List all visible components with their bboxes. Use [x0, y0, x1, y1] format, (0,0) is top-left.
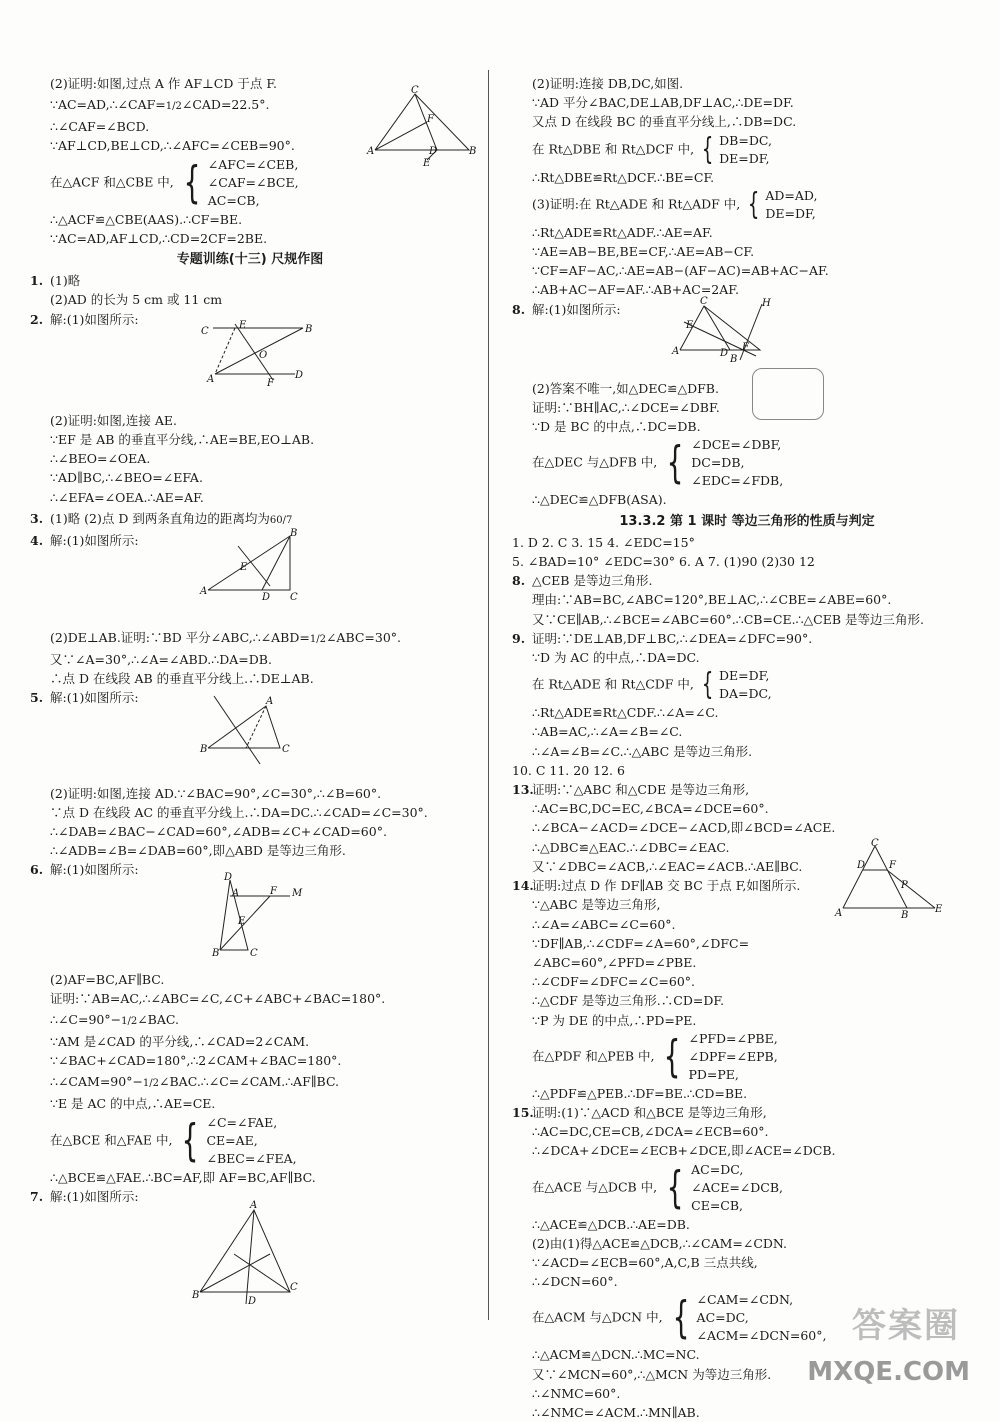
text-line: 又∵∠MCN=60°,∴△MCN 为等边三角形. — [532, 1366, 772, 1382]
text-line: (2)AD 的长为 5 cm 或 11 cm — [50, 292, 223, 308]
text-line: ∴∠BCA−∠ACD=∠DCE−∠ACD,即∠BCD=∠ACE. — [532, 820, 836, 836]
svg-text:C: C — [250, 948, 258, 959]
svg-text:C: C — [700, 296, 708, 307]
text-line: ∵CF=AF−AC,∴AE=AB−(AF−AC)=AB+AC−AF. — [532, 263, 829, 279]
text-line: ∴∠ADB=∠B=∠DAB=60°,即△ABD 是等边三角形. — [50, 843, 346, 859]
text-line: 证明:过点 D 作 DF∥AB 交 BC 于点 F,如图所示. — [532, 878, 801, 894]
text-line: ∴AC=BC,DC=EC,∠BCA=∠DCE=60°. — [532, 801, 769, 817]
text-line: (2)由(1)得△ACE≌△DCB,∴∠CAM=∠CDN. — [532, 1235, 788, 1251]
svg-text:F: F — [742, 342, 749, 353]
text-line: ∵D 为 AC 的中点,∴DA=DC. — [532, 650, 700, 666]
text-line: ∴△DBC≌△EAC.∴∠DBC=∠EAC. — [532, 839, 730, 855]
text-line: 10. C 11. 20 12. 6 — [512, 762, 625, 778]
svg-text:C: C — [871, 838, 879, 849]
text-line: (2)证明:如图,连接 AE. — [50, 412, 177, 428]
text-line: 解:(1)如图所示: — [532, 301, 621, 317]
text-line: ∠ABC=60°,∠PFD=∠PBE. — [532, 954, 697, 970]
text-line: ∵AF⊥CD,BE⊥CD,∴∠AFC=∠CEB=90°. — [50, 138, 295, 154]
svg-text:P: P — [901, 880, 908, 891]
svg-text:B: B — [901, 910, 909, 921]
text-line: (1)略 (2)点 D 到两条直角边的距离均为 — [50, 510, 270, 526]
svg-text:C: C — [290, 1282, 298, 1293]
svg-text:B: B — [192, 1290, 200, 1301]
text-line: ∴∠DCN=60°. — [532, 1274, 618, 1290]
svg-text:F: F — [267, 378, 274, 389]
figure-q4 — [200, 530, 300, 610]
text-line: ∵AC=AD,AF⊥CD,∴CD=2CF=2BE. — [50, 230, 268, 246]
text-line: (1)略 — [50, 273, 81, 289]
svg-text:M: M — [292, 888, 303, 899]
svg-text:E: E — [935, 904, 943, 915]
text-line: 又点 D 在线段 BC 的垂直平分线上,∴DB=DC. — [532, 114, 797, 130]
figure-triangle-acb — [365, 85, 477, 169]
figure-q14 — [835, 840, 945, 920]
system-block: 在△BCE 和△FAE 中, { ∠C=∠FAE, CE=AE, ∠BEC=∠FEA, — [50, 1114, 297, 1166]
svg-text:F: F — [889, 860, 896, 871]
text-line: ∴∠DAB=∠BAC−∠CAD=60°,∠ADB=∠C+∠CAD=60°. — [50, 824, 387, 840]
text-line: ∴△BCE≌△FAE.∴BC=AF,即 AF=BC,AF∥BC. — [50, 1169, 316, 1185]
text-line: ∴∠CDF=∠DFC=∠C=60°. — [532, 974, 696, 990]
section-heading: 13.3.2 第 1 课时 等边三角形的性质与判定 — [619, 513, 875, 529]
text-line: ∵D 是 BC 的中点,∴DC=DB. — [532, 419, 701, 435]
svg-text:B: B — [212, 948, 220, 959]
text-line: ∴∠EFA=∠OEA.∴AE=AF. — [50, 489, 204, 505]
text-line: 解:(1)如图所示: — [50, 532, 139, 548]
watermark-logo: 答案圈 — [852, 1306, 960, 1346]
text-line: 1. D 2. C 3. 15 4. ∠EDC=15° — [512, 534, 695, 550]
svg-text:E: E — [239, 320, 247, 331]
svg-text:A: A — [672, 346, 680, 357]
text-line: ∴∠A=∠B=∠C.∴△ABC 是等边三角形. — [532, 743, 753, 759]
svg-text:O: O — [259, 350, 268, 361]
svg-text:E: E — [423, 158, 431, 169]
system-block: 在△PDF 和△PEB 中, { ∠PFD=∠PBE, ∠DPF=∠EPB, PD=PE, — [532, 1030, 778, 1082]
text-line: ∴Rt△ADE≌Rt△CDF.∴∠A=∠C. — [532, 705, 719, 721]
text-line: (2)AF=BC,AF∥BC. — [50, 971, 165, 987]
svg-text:B: B — [305, 324, 313, 335]
svg-text:C: C — [290, 592, 298, 603]
text-line: ∴∠A=∠ABC=∠C=60°. — [532, 916, 676, 932]
svg-text:D: D — [248, 1296, 257, 1307]
text-line: (2)DE⊥AB.证明:∵BD 平分∠ABC,∴∠ABD=1/2∠ABC=30°. — [50, 630, 402, 646]
text-line: ∵AD∥BC,∴∠BEO=∠EFA. — [50, 470, 203, 486]
text-line: ∴Rt△ADE≌Rt△ADF.∴AE=AF. — [532, 224, 713, 240]
text-line: ∴Rt△DBE≌Rt△DCF.∴BE=CF. — [532, 169, 715, 185]
text-line: 又∵CE∥AB,∴∠BCE=∠ABC=60°.∴CB=CE.∴△CEB 是等边三角形. — [532, 611, 924, 627]
text-line: 证明:∵BH∥AC,∴∠DCE=∠DBF. — [532, 400, 720, 416]
text-line: △CEB 是等边三角形. — [532, 573, 653, 589]
text-line: ∵点 D 在线段 AC 的垂直平分线上.∴DA=DC.∴∠CAD=∠C=30°. — [50, 804, 428, 820]
figure-q2 — [195, 316, 315, 389]
text-line: 证明:(1)∵△ACD 和△BCE 是等边三角形, — [532, 1104, 767, 1120]
svg-text:A: A — [250, 1200, 258, 1211]
system-block: 在 Rt△ADE 和 Rt△CDF 中, { DE=DF, DA=DC, — [532, 667, 772, 703]
text-line: ∴△ACF≌△CBE(AAS).∴CF=BE. — [50, 211, 243, 227]
svg-text:F: F — [270, 886, 277, 897]
text-line: (2)答案不唯一,如△DEC≌△DFB. — [532, 380, 719, 396]
svg-text:A: A — [367, 146, 375, 157]
text-line: ∵DF∥AB,∴∠CDF=∠A=60°,∠DFC= — [532, 935, 750, 951]
svg-text:D: D — [429, 146, 438, 157]
figure-q7 — [190, 1200, 310, 1310]
svg-text:C: C — [411, 85, 419, 96]
text-line: 解:(1)如图所示: — [50, 1188, 139, 1204]
text-line: ∴点 D 在线段 AB 的垂直平分线上.∴DE⊥AB. — [50, 671, 314, 687]
watermark-text: MXQE.COM — [807, 1357, 970, 1387]
text-line: ∴△ACE≌△DCB.∴AE=DB. — [532, 1216, 690, 1232]
svg-text:E: E — [240, 562, 248, 573]
svg-text:E: E — [238, 916, 246, 927]
text-line: ∴△PDF≌△PEB.∴DF=BE.∴CD=BE. — [532, 1085, 748, 1101]
text-line: ∴△DEC≌△DFB(ASA). — [532, 492, 667, 508]
svg-text:A: A — [207, 374, 215, 385]
text-line: ∴AC=DC,CE=CB,∠DCA=∠ECB=60°. — [532, 1124, 769, 1140]
text-line: ∴∠CAM=90°−1/2∠BAC.∴∠C=∠CAM.∴AF∥BC. — [50, 1074, 340, 1090]
system-block: 在△ACF 和△CBE 中, { ∠AFC=∠CEB, ∠CAF=∠BCE, AC=CB, — [50, 156, 299, 208]
text-line: ∴∠NMC=∠ACM.∴MN∥AB. — [532, 1404, 700, 1420]
text-line: ∴∠CAF=∠BCD. — [50, 119, 150, 135]
text-line: ∴△ACM≌△DCN.∴MC=NC. — [532, 1347, 700, 1363]
text-line: ∴△CDF 是等边三角形.∴CD=DF. — [532, 993, 725, 1009]
svg-text:D: D — [224, 872, 233, 883]
text-line: 证明:∵AB=AC,∴∠ABC=∠C,∠C+∠ABC+∠BAC=180°. — [50, 990, 386, 1006]
text-line: ∵∠BAC+∠CAD=180°,∴2∠CAM+∠BAC=180°. — [50, 1053, 342, 1069]
text-line: (2)证明:如图,过点 A 作 AF⊥CD 于点 F. — [50, 76, 278, 91]
text-line: ∴∠BEO=∠OEA. — [50, 451, 151, 467]
left-column: (2)证明:如图,过点 A 作 AF⊥CD 于点 F. ∵AC=AD,∴∠CAF=1/2∠CAD=22.5°. ∴∠CAF=∠BCD. ∵AF⊥CD,BE⊥CD,∴∠AFC=∠CEB=90°. 在△ACF 和△CBE 中, { ∠AFC=∠CEB, ∠CAF=∠BCE, AC=CB, ∴△ACF≌△CBE(AAS).∴CF=BE. ∵AC=AD,AF⊥CD,∴CD=2CF=2BE. 专题训练(十三) 尺规作图 1. (1)略 (2)AD 的长为 5 cm 或 11 cm 2. 解:(1)如图所示: (2)证明:如图,连接 AE. ∵EF 是 AB 的垂直平分线,∴AE=BE,EO⊥AB. ∴∠BEO=∠OEA. ∵AD∥BC,∴∠BEO=∠EFA. ∴∠EFA=∠OEA.∴AE=AF. 3. (1)略 (2)点 D 到两条直角边的距离均为60/7 4. 解:(1)如图所示: (2)DE⊥AB.证明:∵BD 平分∠ABC,∴∠ABD=1/2∠ABC=30°. 又∵∠A=30°,∴∠A=∠ABD.∴DA=DB. ∴点 D 在线段 AB 的垂直平分线上.∴DE⊥AB. 5. 解:(1)如图所示: (2)证明:如图,连接 AD.∵∠BAC=90°,∠C=30°,∴∠B=60°. ∵点 D 在线段 AC 的垂直平分线上.∴DA=DC.∴∠CAD=∠C=30°. ∴∠DAB=∠BAC−∠CAD=60°,∠ADB=∠C+∠CAD=60°. ∴∠ADB=∠B=∠DAB=60°,即△ABD 是等边三角形. 6. 解:(1)如图所示: (2)AF=BC,AF∥BC. 证明:∵AB=AC,∴∠ABC=∠C,∠C+∠ABC+∠BAC=180°. ∴∠C=90°−1/2∠BAC. ∵AM 是∠CAD 的平分线,∴∠CAD=2∠CAM. ∵∠BAC+∠CAD=180°,∴2∠CAM+∠BAC=180°. ∴∠CAM=90°−1/2∠BAC.∴∠C=∠CAM.∴AF∥BC. ∵E 是 AC 的中点,∴AE=CE. 在△BCE 和△FAE 中, { ∠C=∠FAE, CE=AE, ∠BEC=∠FEA, ∴△BCE≌△FAE.∴BC=AF,即 AF=BC,AF∥BC. 7. 解:(1)如图所示: — [30, 74, 470, 1206]
system-block: 在 Rt△DBE 和 Rt△DCF 中, { DB=DC, DE=DF, — [532, 131, 772, 167]
text-line: ∵∠ACD=∠ECB=60°,A,C,B 三点共线, — [532, 1254, 758, 1270]
text-line: (2)证明:如图,连接 AD.∵∠BAC=90°,∠C=30°,∴∠B=60°. — [50, 785, 382, 801]
svg-text:D: D — [262, 592, 271, 603]
svg-text:D: D — [720, 348, 729, 359]
svg-text:A: A — [200, 586, 208, 597]
section-heading: 专题训练(十三) 尺规作图 — [176, 252, 324, 268]
text-line: 解:(1)如图所示: — [50, 311, 139, 327]
stamp-logo — [752, 368, 824, 420]
text-line: 解:(1)如图所示: — [50, 862, 139, 878]
text-line: ∵AM 是∠CAD 的平分线,∴∠CAD=2∠CAM. — [50, 1034, 310, 1050]
text-line: 证明:∵△ABC 和△CDE 是等边三角形, — [532, 782, 750, 798]
column-divider — [488, 70, 489, 1320]
text-line: ∵E 是 AC 的中点,∴AE=CE. — [50, 1096, 216, 1112]
system-block: 在△DEC 与△DFB 中, { ∠DCE=∠DBF, DC=DB, ∠EDC=∠FDB, — [532, 437, 784, 489]
svg-text:D: D — [295, 370, 304, 381]
svg-text:A: A — [266, 696, 274, 707]
system-block: (3)证明:在 Rt△ADE 和 Rt△ADF 中, { AD=AD, DE=DF, — [532, 186, 818, 222]
text-line: ∵AC=AD,∴∠CAF=1/2∠CAD=22.5°. — [50, 97, 270, 113]
system-block: 在△ACM 与△DCN 中, { ∠CAM=∠CDN, AC=DC, ∠ACM=∠DCN=60°, — [532, 1292, 827, 1344]
svg-text:A: A — [835, 908, 843, 919]
svg-text:B: B — [469, 146, 477, 157]
figure-q5 — [200, 690, 300, 770]
text-line: ∴AB=AC,∴∠A=∠B=∠C. — [532, 724, 683, 740]
svg-text:B: B — [200, 744, 208, 755]
text-line: 又∵∠DBC=∠ACB,∴∠EAC=∠ACB.∴AE∥BC. — [532, 858, 803, 874]
text-line: ∵△ABC 是等边三角形, — [532, 897, 661, 913]
text-line: 5. ∠BAD=10° ∠EDC=30° 6. A 7. (1)90 (2)30 12 — [512, 554, 815, 570]
svg-text:B: B — [730, 354, 738, 365]
svg-text:C: C — [282, 744, 290, 755]
text-line: 理由:∵AB=BC,∠ABC=120°,BE⊥AC,∴∠CBE=∠ABE=60°. — [532, 592, 892, 608]
text-line: ∵EF 是 AB 的垂直平分线,∴AE=BE,EO⊥AB. — [50, 432, 315, 448]
text-line: ∵AE=AB−BE,BE=CF,∴AE=AB−CF. — [532, 244, 755, 260]
svg-text:F: F — [427, 114, 434, 125]
figure-q8 — [670, 298, 780, 368]
text-line: 解:(1)如图所示: — [50, 690, 139, 706]
svg-text:D: D — [857, 860, 866, 871]
text-line: ∴∠DCA+∠DCE=∠ECB+∠DCE,即∠ACE=∠DCB. — [532, 1143, 836, 1159]
system-block: 在△ACE 与△DCB 中, { AC=DC, ∠ACE=∠DCB, CE=CB, — [532, 1161, 784, 1213]
text-line: (2)证明:连接 DB,DC,如图. — [532, 76, 684, 91]
text-line: 又∵∠A=30°,∴∠A=∠ABD.∴DA=DB. — [50, 652, 272, 668]
svg-text:C: C — [201, 326, 209, 337]
text-line: ∵AD 平分∠BAC,DE⊥AB,DF⊥AC,∴DE=DF. — [532, 95, 794, 111]
text-line: ∴∠NMC=60°. — [532, 1385, 621, 1401]
text-line: ∴∠C=90°−1/2∠BAC. — [50, 1012, 179, 1028]
svg-text:A: A — [232, 888, 240, 899]
svg-text:E: E — [686, 320, 694, 331]
svg-text:B: B — [290, 528, 298, 539]
right-column: (2)证明:连接 DB,DC,如图. ∵AD 平分∠BAC,DE⊥AB,DF⊥AC,∴DE=DF. 又点 D 在线段 BC 的垂直平分线上,∴DB=DC. 在 Rt△DBE 和 Rt△DCF 中, { DB=DC, DE=DF, ∴Rt△DBE≌Rt△DCF.∴BE=CF. (3)证明:在 Rt△ADE 和 Rt△ADF 中, { AD=AD, DE=DF, ∴Rt△ADE≌Rt△ADF.∴AE=AF. ∵AE=AB−BE,BE=CF,∴AE=AB−CF. ∵CF=AF−AC,∴AE=AB−(AF−AC)=AB+AC−AF. ∴AB+AC−AF=AF.∴AB+AC=2AF. 8. 解:(1)如图所示: (2)答案不唯一,如△DEC≌△DFB. 证明:∵BH∥AC,∴∠DCE=∠DBF. ∵D 是 BC 的中点,∴DC=DB. 在△DEC 与△DFB 中, { ∠DCE=∠DBF, DC=DB, ∠EDC=∠FDB, ∴△DEC≌△DFB(ASA). 13.3.2 第 1 课时 等边三角形的性质与判定 1. D 2. C 3. 15 4. ∠EDC=15° 5. ∠BAD=10° ∠EDC=30° 6. A 7. (1)90 (2)30 12 8. △CEB 是等边三角形. 理由:∵AB=BC,∠ABC=120°,BE⊥AC,∴∠CBE=∠ABE=60°. 又∵CE∥AB,∴∠BCE=∠ABC=60°.∴CB=CE.∴△CEB 是等边三角形. 9. 证明:∵DE⊥AB,DF⊥BC,∴∠DEA=∠DFC=90°. ∵D 为 AC 的中点,∴DA=DC. 在 Rt△ADE 和 Rt△CDF 中, { DE=DF, DA=DC, ∴Rt△ADE≌Rt△CDF.∴∠A=∠C. ∴AB=AC,∴∠A=∠B=∠C. ∴∠A=∠B=∠C.∴△ABC 是等边三角形. 10. C 11. 20 12. 6 13.证明:∵△ABC 和△CDE 是等边三角形, ∴AC=BC,DC=EC,∠BCA=∠DCE=60°. ∴∠BCA−∠ACD=∠DCE−∠ACD,即∠BCD=∠ACE. ∴△DBC≌△EAC.∴∠DBC=∠EAC. 又∵∠DBC=∠ACB,∴∠EAC=∠ACB.∴AE∥BC. 14.证明:过点 D 作 DF∥AB 交 BC 于点 F,如图所示. ∵△ABC 是等边三角形, ∴∠A=∠ABC=∠C=60°. ∵DF∥AB,∴∠CDF=∠A=60°,∠DFC= ∠ABC=60°,∠PFD=∠PBE. ∴∠CDF=∠DFC=∠C=60°. ∴△CDF 是等边三角形.∴CD=DF. ∵P 为 DE 的中点,∴PD=PE. 在△PDF 和△PEB 中, { ∠PFD=∠PBE, ∠DPF=∠EPB, PD=PE, ∴△PDF≌△PEB.∴DF=BE.∴CD=BE. 15.证明:(1)∵△ACD 和△BCE 是等边三角形, ∴AC=DC,CE=CB,∠DCA=∠ECB=60°. ∴∠DCA+∠DCE=∠ECB+∠DCE,即∠ACE=∠DCB. 在△ACE 与△DCB 中, { AC=DC, ∠ACE=∠DCB, CE=CB, ∴△ACE≌△DCB.∴AE=DB. (2)由(1)得△ACE≌△DCB,∴∠CAM=∠CDN. ∵∠ACD=∠ECB=60°,A,C,B 三点共线, ∴∠DCN=60°. 在△ACM 与△DCN 中, { ∠CAM=∠CDN, AC=DC, ∠ACM=∠DCN=60°, ∴△ACM≌△DCN.∴MC=NC. 又∵∠MCN=60°,∴△MCN 为等边三角形. ∴∠NMC=60°. ∴∠NMC=∠ACM.∴MN∥AB. — [512, 74, 982, 1422]
figure-q6 — [190, 872, 310, 958]
text-line: ∵P 为 DE 的中点,∴PD=PE. — [532, 1012, 697, 1028]
text-line: 证明:∵DE⊥AB,DF⊥BC,∴∠DEA=∠DFC=90°. — [532, 630, 813, 646]
text-line: ∴AB+AC−AF=AF.∴AB+AC=2AF. — [532, 282, 739, 298]
svg-text:H: H — [762, 298, 771, 309]
